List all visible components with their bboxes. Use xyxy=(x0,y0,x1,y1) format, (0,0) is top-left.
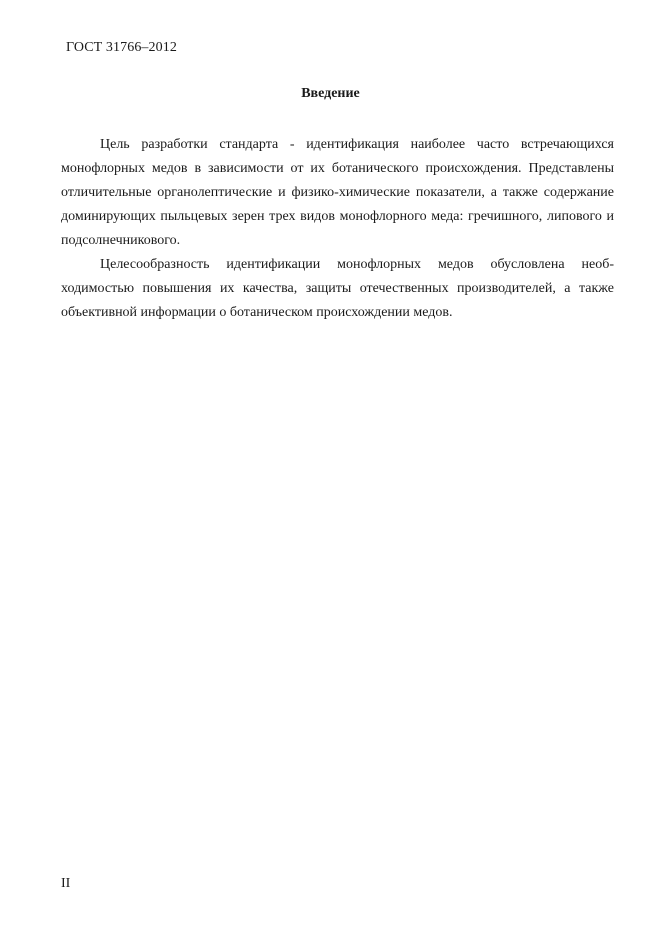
page-number: II xyxy=(61,876,71,891)
document-header: ГОСТ 31766–2012 xyxy=(66,40,177,55)
section-title: Введение xyxy=(301,86,360,101)
section-body xyxy=(61,133,614,325)
paragraph-purpose: Цель разработки стандарта - идентификация наиболее часто встречающихся монофлорных медов в зависимости от их ботанического происхождения. Представлены отличительные органолептические и физико-химические показатели, а также содержание доминирующих пыльцевых зерен трех видов монофлорного меда: гречишного, липового и подсолнечникового. xyxy=(61,137,614,248)
paragraph-rationale: Целесообразность идентификации монофлорных медов обусловлена необходимостью повышения их качества, защиты отечественных производителей, а также объективной информации о ботаническом происхождении медов. xyxy=(61,257,614,320)
